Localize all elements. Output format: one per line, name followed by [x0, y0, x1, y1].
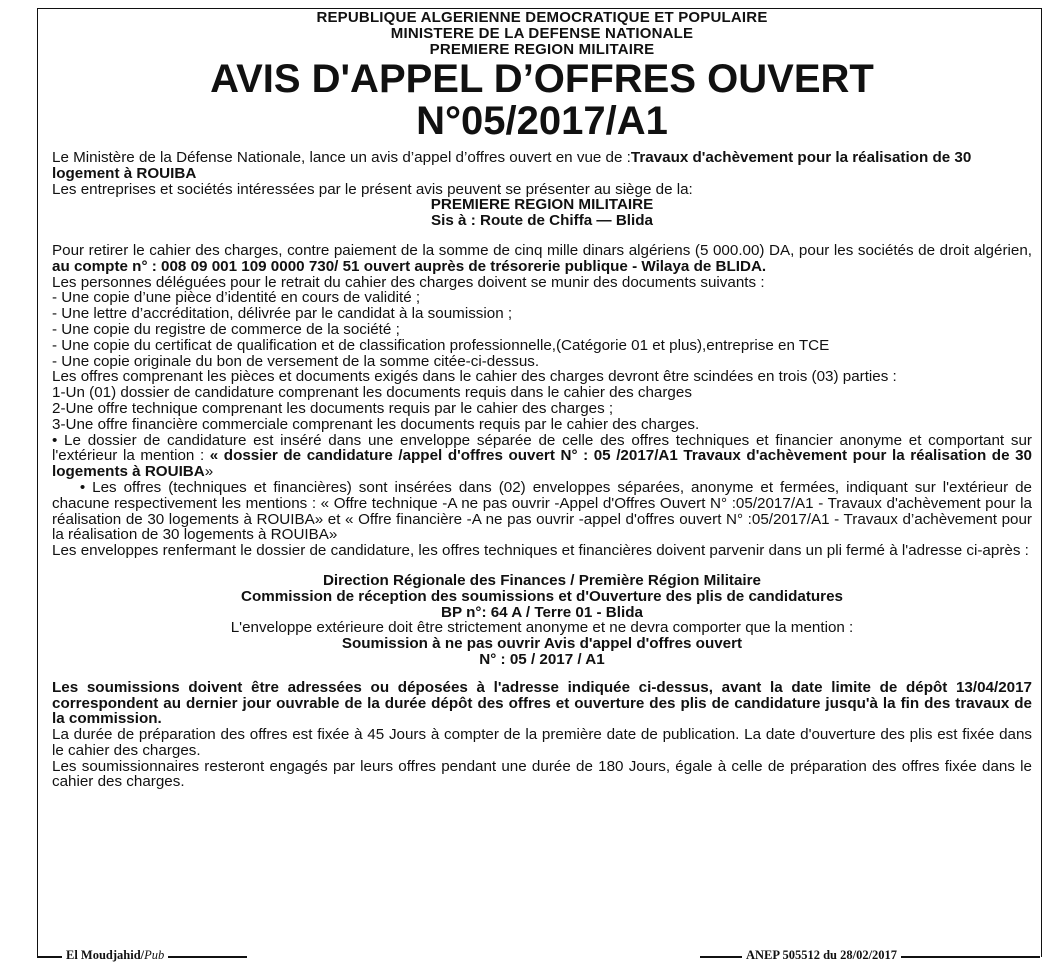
part-item: 1-Un (01) dossier de candidature comprenant les documents requis dans le cahier des charges: [52, 384, 692, 402]
intro-address: Sis à : Route de Chiffa — Blida: [431, 212, 653, 230]
dossier-close: »: [204, 463, 214, 481]
parvenir-paragraph: Les enveloppes renfermant le dossier de candidature, les offres techniques et financières doivent parvenir dans un pli fermé à l'adresse ci-après :: [52, 542, 1029, 560]
doc-item: - Une copie du registre de commerce de la société ;: [52, 320, 400, 338]
page-title: AVIS D'APPEL D’OFFRES OUVERT: [210, 57, 874, 101]
footer-source: [62, 948, 168, 963]
envelope-number: N° : 05 / 2017 / A1: [479, 650, 605, 668]
footer-pub: Pub: [144, 948, 165, 962]
tender-number: N°05/2017/A1: [416, 99, 668, 143]
offres-paragraph: Les offres comprenant les pièces et documents exigés dans le cahier des charges devront être scindées en trois (03) parties :: [52, 368, 897, 386]
intro-text: Le Ministère de la Défense Nationale, lance un avis d’appel d’offres ouvert en vue de :: [52, 149, 631, 166]
ministry-line: MINISTERE DE LA DEFENSE NATIONALE: [390, 25, 694, 42]
doc-item: - Une lettre d’accréditation, délivrée par le candidat à la soumission ;: [52, 305, 513, 323]
dossier-mention: « dossier de candidature /appel d'offres ouvert N° : 05 /2017/A1 Travaux d'achèvement pour la réalisation de 30 logements à ROUIBA: [52, 447, 1032, 481]
dossier-text: • Le dossier de candidature est inséré dans une enveloppe séparée de celle des offres techniques et financier anonyme et comportant sur l'extérieur la mention :: [52, 431, 1032, 465]
retrait-paragraph: [52, 243, 1032, 275]
intro-companies: Les entreprises et sociétés intéressées par le présent avis peuvent se présenter au siège de la:: [52, 180, 693, 198]
footer-paper: El Moudjahid/: [66, 948, 145, 962]
engages-paragraph: Les soumissionnaires resteront engagés par leurs offres pendant une durée de 180 Jours, égale à celle de préparation des offres fixée dans le cahier des charges.: [52, 757, 1032, 791]
part-item: 2-Une offre technique comprenant les documents requis par le cahier des charges ;: [52, 399, 614, 417]
part-item: 3-Une offre financière commerciale comprenant les documents requis par le cahier des charges.: [52, 415, 700, 433]
deadline-paragraph: Les soumissions doivent être adressées ou déposées à l'adresse indiquée ci-dessus, avant la date limite de dépôt 13/04/2017 correspondent au dernier jour ouvrable de la durée dépôt des offres et ouverture des plis de candidature jusqu'à la fin des travaux de la commission.: [52, 678, 1032, 728]
footer-anep: ANEP 505512 du 28/02/2017: [742, 948, 901, 963]
intro-object: Travaux d'achèvement pour la réalisation de 30 logement à ROUIBA: [52, 149, 972, 182]
enveloppes-paragraph: • Les offres (techniques et financières) sont insérées dans (02) enveloppes séparées, anonyme et fermées, indiquant sur l'extérieur de chacune respectivement les mentions : « Offre technique -A ne pas ouvrir -Appel d'Offres Ouvert N° :05/2017/A1 - Travaux d'achèvement pour la réalisation de 30 logements à ROUIBA» et « Offre financière -A ne pas ouvrir -appel d'offres ouvert N° :05/2017/A1 - Travaux d’achèvement pour la réalisation de 30 logements à ROUIBA»: [52, 478, 1037, 544]
doc-item: - Une copie d’une pièce d’identité en cours de validité ;: [52, 289, 421, 307]
retrait-text: Pour retirer le cahier des charges, contre paiement de la somme de cinq mille dinars algériens (5 000.00) DA, pour les sociétés de droit algérien,: [52, 241, 1032, 259]
doc-item: - Une copie du certificat de qualification et de classification professionnelle,(Catégorie 01 et plus),entreprise en TCE: [52, 336, 830, 354]
delegues-paragraph: Les personnes déléguées pour le retrait du cahier des charges doivent se munir des documents suivants :: [52, 273, 765, 291]
address-direction: Direction Régionale des Finances / Première Région Militaire: [322, 571, 762, 589]
duree-paragraph: La durée de préparation des offres est fixée à 45 Jours à compter de la première date de publication. La date d'ouverture des plis est fixée dans le cahier des charges.: [52, 726, 1032, 759]
doc-item: - Une copie originale du bon de versement de la somme citée-ci-dessus.: [52, 352, 540, 370]
intro-paragraph: [52, 150, 1032, 182]
region-line: PREMIERE REGION MILITAIRE: [429, 41, 655, 58]
envelope-mention: Soumission à ne pas ouvrir Avis d'appel d'offres ouvert: [341, 635, 743, 653]
dossier-paragraph: [52, 433, 1032, 480]
retrait-account: au compte n° : 008 09 001 109 0000 730/ 51 ouvert auprès de trésorerie publique - Wilaya de BLIDA.: [52, 257, 767, 275]
intro-region: PREMIERE REGION MILITAIRE: [430, 196, 654, 214]
ad-content: [52, 9, 1037, 791]
address-bp: BP n°: 64 A / Terre 01 - Blida: [441, 603, 643, 621]
republic-line: REPUBLIQUE ALGERIENNE DEMOCRATIQUE ET POPULAIRE: [316, 9, 768, 26]
envelope-note: L'enveloppe extérieure doit être strictement anonyme et ne devra comporter que la mention :: [230, 619, 854, 637]
address-commission: Commission de réception des soumissions et d'Ouverture des plis de candidatures: [241, 587, 843, 605]
